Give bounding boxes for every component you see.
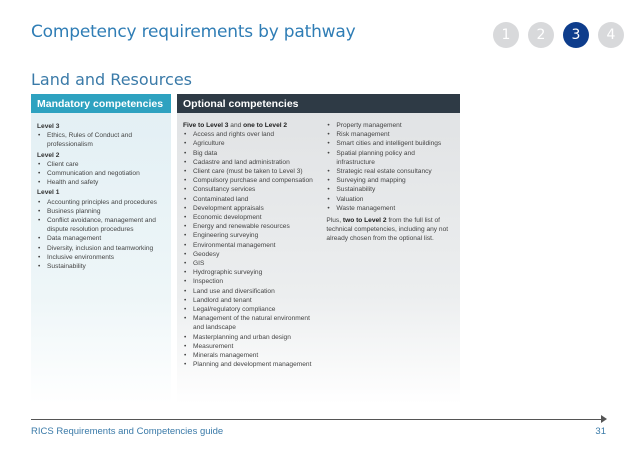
level2-label: Level 2 — [37, 151, 60, 159]
list-item: • Ethics, Rules of Conduct and professionalism — [37, 131, 165, 149]
level3-list — [37, 131, 165, 149]
list-item: • Property management — [326, 121, 454, 130]
extra-level2: two to Level 2 — [342, 217, 387, 225]
list-item: • Planning and development management — [183, 360, 320, 369]
list-item: • Consultancy services — [183, 185, 320, 194]
optional-column — [177, 94, 460, 404]
list-item: • Development appraisals — [183, 204, 320, 213]
list-item: • Engineering surveying — [183, 231, 320, 240]
optional-extra-note — [326, 216, 454, 244]
list-item: • Masterplanning and urban design — [183, 333, 320, 342]
list-item: • Health and safety — [37, 178, 165, 187]
list-item: • Inspection — [183, 277, 320, 286]
level1-list — [37, 198, 165, 272]
list-item: • Energy and renewable resources — [183, 222, 320, 231]
list-item: • Business planning — [37, 207, 165, 216]
optional-right-list — [326, 121, 454, 213]
optional-right-column — [326, 121, 454, 370]
mandatory-body — [31, 113, 171, 271]
step-3-active[interactable]: 3 — [563, 22, 589, 48]
page-number: 31 — [595, 426, 606, 437]
section-title: Land and Resources — [31, 70, 192, 89]
list-item: • Inclusive environments — [37, 253, 165, 262]
step-2[interactable]: 2 — [528, 22, 554, 48]
mandatory-column — [31, 94, 171, 404]
page-title: Competency requirements by pathway — [31, 22, 356, 42]
optional-intro — [183, 121, 320, 130]
list-item: • Data management — [37, 234, 165, 243]
list-item: • Management of the natural environment and landscape — [183, 314, 320, 332]
footer-guide-title: RICS Requirements and Competencies guide — [31, 426, 224, 437]
list-item: • Big data — [183, 149, 320, 158]
list-item: • Environmental management — [183, 241, 320, 250]
list-item: • Measurement — [183, 342, 320, 351]
list-item: • Economic development — [183, 213, 320, 222]
list-item: • Accounting principles and procedures — [37, 198, 165, 207]
list-item: • Land use and diversification — [183, 287, 320, 296]
list-item: • Smart cities and intelligent buildings — [326, 139, 454, 148]
list-item: • Access and rights over land — [183, 130, 320, 139]
level3-label: Level 3 — [37, 123, 60, 130]
list-item: • Hydrographic surveying — [183, 268, 320, 277]
list-item: • Risk management — [326, 130, 454, 139]
list-item: • Client care — [37, 160, 165, 169]
intro-and: and — [228, 122, 244, 129]
arrow-right-icon — [601, 415, 607, 423]
list-item: • Minerals management — [183, 351, 320, 360]
step-1[interactable]: 1 — [493, 22, 519, 48]
list-item: • Communication and negotiation — [37, 169, 165, 178]
list-item: • Sustainability — [37, 262, 165, 271]
optional-left-column — [183, 121, 320, 370]
list-item: • Spatial planning policy and infrastructure — [326, 149, 454, 167]
list-item: • Contaminated land — [183, 195, 320, 204]
list-item: • Client care (must be taken to Level 3) — [183, 167, 320, 176]
list-item: • GIS — [183, 259, 320, 268]
intro-level3: Five to Level 3 — [183, 122, 229, 129]
step-4[interactable]: 4 — [598, 22, 624, 48]
list-item: • Legal/regulatory compliance — [183, 305, 320, 314]
list-item: • Landlord and tenant — [183, 296, 320, 305]
list-item: • Conflict avoidance, management and dispute resolution procedures — [37, 216, 165, 234]
list-item: • Sustainability — [326, 185, 454, 194]
list-item: • Agriculture — [183, 139, 320, 148]
list-item: • Geodesy — [183, 250, 320, 259]
step-indicator — [493, 22, 624, 48]
optional-body — [177, 113, 460, 370]
level2-list — [37, 160, 165, 188]
footer-rule — [31, 419, 603, 420]
list-item: • Strategic real estate consultancy — [326, 167, 454, 176]
extra-plus: Plus, — [326, 217, 343, 225]
list-item: • Diversity, inclusion and teamworking — [37, 244, 165, 253]
list-item: • Cadastre and land administration — [183, 158, 320, 167]
list-item: • Waste management — [326, 204, 454, 213]
mandatory-heading: Mandatory competencies — [31, 94, 171, 113]
level1-label: Level 1 — [37, 189, 60, 197]
list-item: • Compulsory purchase and compensation — [183, 176, 320, 185]
optional-left-list — [183, 130, 320, 369]
list-item: • Surveying and mapping — [326, 176, 454, 185]
list-item: • Valuation — [326, 195, 454, 204]
intro-level2: one to Level 2 — [243, 122, 288, 129]
optional-heading: Optional competencies — [177, 94, 460, 113]
extra-rest: from the full list of technical competencies, including any not already chosen from the optional list. — [326, 217, 449, 243]
